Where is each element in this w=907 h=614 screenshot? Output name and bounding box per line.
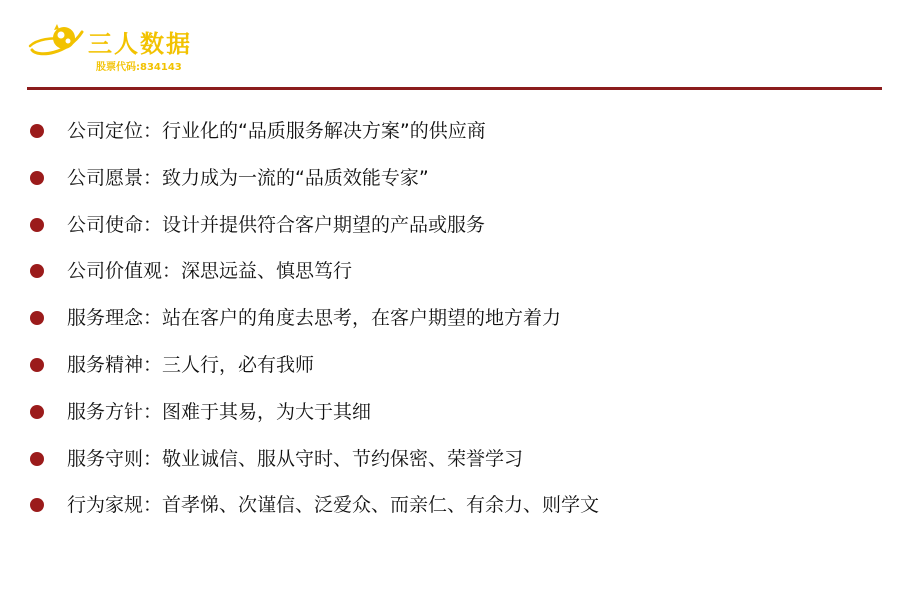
stock-code: 股票代码:834143 <box>96 62 182 73</box>
list-item <box>28 303 599 350</box>
list-item <box>28 350 599 397</box>
bullet-icon <box>30 452 44 466</box>
list-item-text: 公司价值观：深思远益、慎思笃行 <box>67 260 353 283</box>
list-item <box>28 444 599 491</box>
bullet-icon <box>30 311 44 325</box>
globe-swoosh-icon <box>28 20 84 60</box>
company-logo <box>28 18 228 74</box>
bullet-icon <box>30 264 44 278</box>
list-item-text: 服务方针：图难于其易，为大于其细 <box>67 400 372 423</box>
bullet-icon <box>30 171 44 185</box>
bullet-icon <box>30 358 44 372</box>
list-item <box>28 397 599 444</box>
principles-list <box>28 116 599 537</box>
bullet-icon <box>30 218 44 232</box>
list-item-text: 公司定位：行业化的“品质服务解决方案”的供应商 <box>67 120 486 142</box>
list-item <box>28 256 599 303</box>
list-item-text: 公司使命：设计并提供符合客户期望的产品或服务 <box>67 213 486 236</box>
list-item <box>28 210 599 257</box>
list-item-text: 服务理念：站在客户的角度去思考，在客户期望的地方着力 <box>67 307 562 330</box>
bullet-icon <box>30 498 44 512</box>
list-item <box>28 490 599 537</box>
header-divider <box>27 87 882 90</box>
company-name: 三人数据 <box>88 30 192 58</box>
list-item-text: 公司愿景：致力成为一流的“品质效能专家” <box>67 166 429 189</box>
list-item-text: 服务精神：三人行，必有我师 <box>67 353 315 376</box>
bullet-icon <box>30 405 44 419</box>
list-item <box>28 116 599 163</box>
list-item-text: 服务守则：敬业诚信、服从守时、节约保密、荣誉学习 <box>67 447 524 470</box>
bullet-icon <box>30 124 44 138</box>
list-item-text: 行为家规：首孝悌、次谨信、泛爱众、而亲仁、有余力、则学文 <box>67 494 600 517</box>
list-item <box>28 163 599 210</box>
